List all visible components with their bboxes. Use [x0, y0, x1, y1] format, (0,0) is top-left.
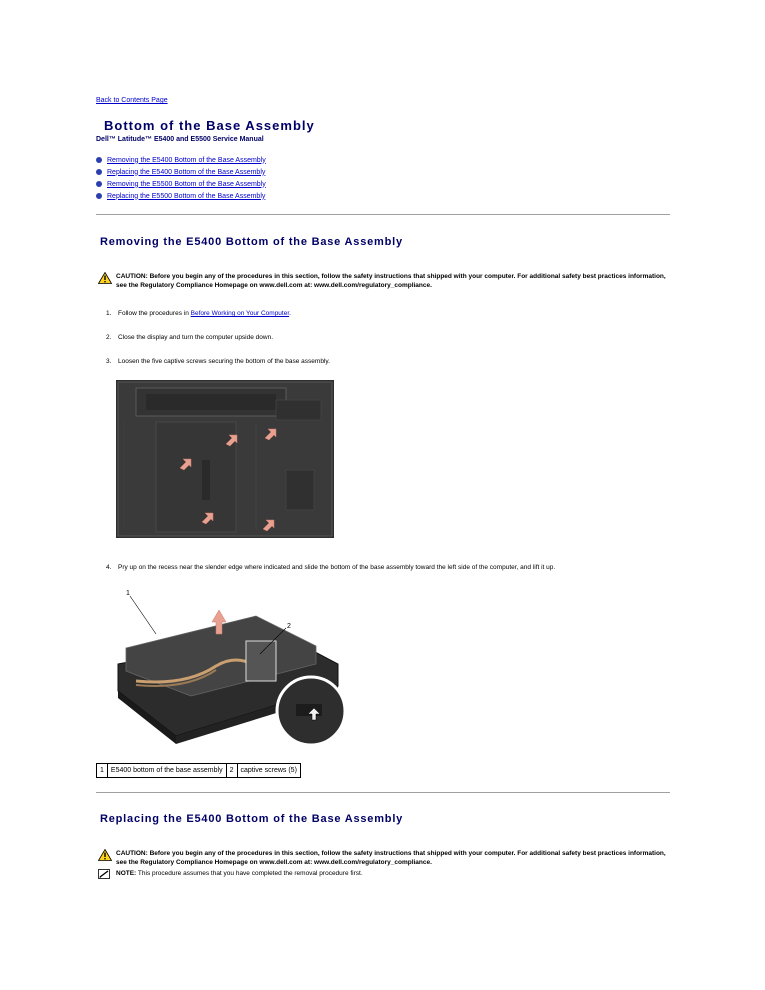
before-working-link[interactable]: Before Working on Your Computer	[190, 310, 290, 317]
callout-number: 2	[226, 764, 237, 778]
callout-label: E5400 bottom of the base assembly	[107, 764, 226, 778]
section-title-replacing: Replacing the E5400 Bottom of the Base Assembly	[100, 813, 404, 825]
callout-table	[96, 763, 301, 778]
callout-2: 2	[287, 623, 291, 630]
caution-label: CAUTION:	[116, 273, 148, 280]
note-label: NOTE:	[116, 870, 137, 877]
step-2	[106, 334, 666, 342]
step-text: Follow the procedures in	[118, 310, 191, 317]
step-text-end: .	[289, 310, 291, 317]
step-number: 1.	[106, 310, 112, 317]
section-divider	[96, 214, 670, 215]
toc-link-removing-e5500[interactable]: Removing the E5500 Bottom of the Base Assembly	[107, 180, 266, 188]
toc-item	[96, 190, 266, 202]
step-number: 4.	[106, 564, 112, 571]
toc-item	[96, 154, 266, 166]
bullet-icon	[96, 169, 102, 175]
step-number: 3.	[106, 358, 112, 365]
bullet-icon	[96, 181, 102, 187]
page-title: Bottom of the Base Assembly	[104, 118, 315, 133]
base-screws-figure	[116, 380, 334, 538]
caution-icon	[98, 849, 112, 861]
step-1	[106, 310, 666, 318]
callout-1: 1	[126, 590, 130, 597]
base-removal-figure	[106, 586, 344, 752]
toc-item	[96, 178, 266, 190]
table-of-contents	[96, 154, 266, 202]
section-divider	[96, 792, 670, 793]
table-row	[97, 764, 301, 778]
step-3	[106, 358, 666, 366]
manual-subtitle: Dell™ Latitude™ E5400 and E5500 Service Manual	[96, 136, 264, 143]
step-text: Loosen the five captive screws securing the bottom of the base assembly.	[118, 358, 330, 365]
note-box	[98, 870, 363, 877]
caution-text: Before you begin any of the procedures in this section, follow the safety instructions that shipped with your computer. For additional safety best practices information, see the Regulatory Compliance Homepage on www.dell.com at: www.dell.com/regulatory_compliance.	[116, 273, 666, 289]
note-text: This procedure assumes that you have completed the removal procedure first.	[136, 870, 363, 877]
step-text: Pry up on the recess near the slender edge where indicated and slide the bottom of the base assembly toward the left side of the computer, and lift it up.	[118, 564, 556, 571]
section-title-removing: Removing the E5400 Bottom of the Base Assembly	[100, 236, 403, 248]
callout-label: captive screws (5)	[237, 764, 300, 778]
callout-number: 1	[97, 764, 108, 778]
caution-label: CAUTION:	[116, 850, 148, 857]
toc-link-replacing-e5500[interactable]: Replacing the E5500 Bottom of the Base Assembly	[107, 192, 266, 200]
bullet-icon	[96, 193, 102, 199]
caution-box	[98, 849, 668, 867]
note-pencil-icon	[98, 869, 110, 879]
caution-box	[98, 272, 668, 290]
step-4	[106, 564, 666, 572]
back-to-contents-link[interactable]: Back to Contents Page	[96, 97, 168, 104]
caution-icon	[98, 272, 112, 284]
toc-item	[96, 166, 266, 178]
step-number: 2.	[106, 334, 112, 341]
caution-text: Before you begin any of the procedures in this section, follow the safety instructions that shipped with your computer. For additional safety best practices information, see the Regulatory Compliance Homepage on www.dell.com at: www.dell.com/regulatory_compliance.	[116, 850, 666, 866]
toc-link-replacing-e5400[interactable]: Replacing the E5400 Bottom of the Base Assembly	[107, 168, 266, 176]
toc-link-removing-e5400[interactable]: Removing the E5400 Bottom of the Base Assembly	[107, 156, 266, 164]
step-text: Close the display and turn the computer upside down.	[118, 334, 274, 341]
bullet-icon	[96, 157, 102, 163]
